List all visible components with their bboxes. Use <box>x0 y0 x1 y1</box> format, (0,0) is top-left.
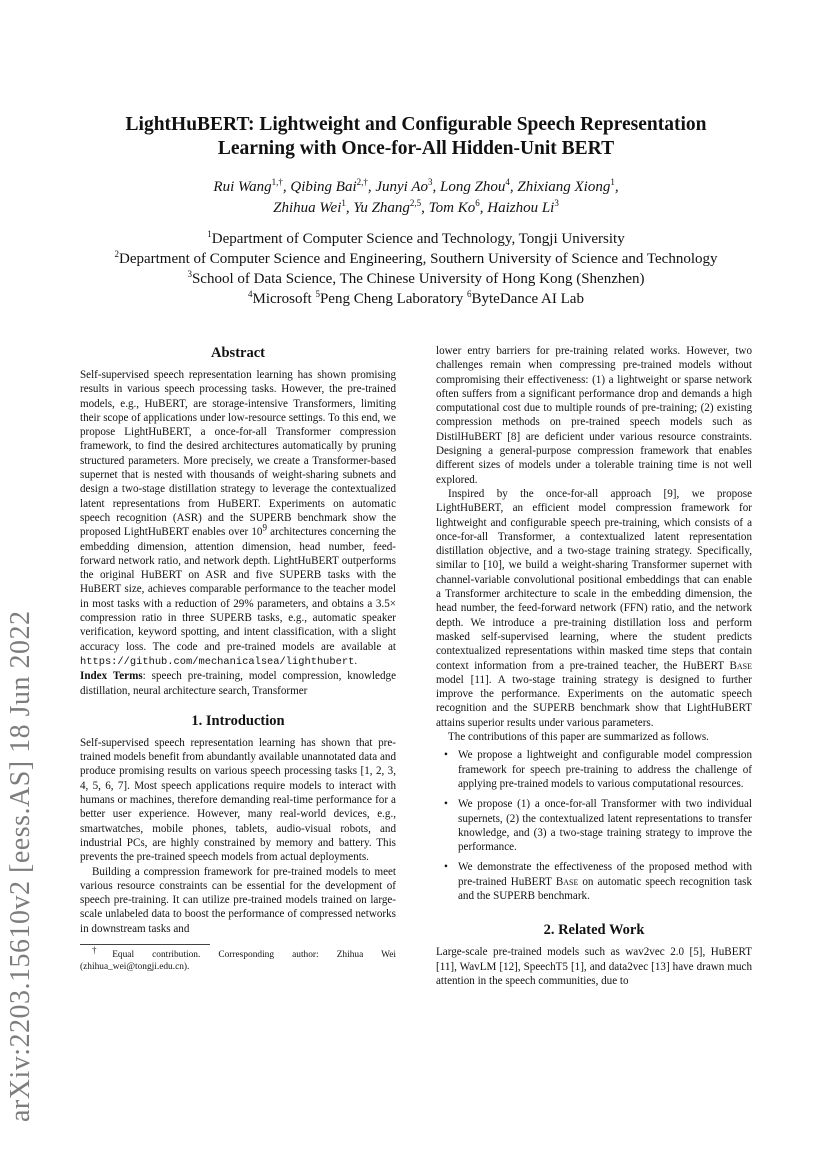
introduction-paragraph-1: Self-supervised speech representation learning has shown that pre-trained models benefit from abundantly available unannotated data and produce promising results on various speech processing tasks [1, 2, 3, 4, 5, 6, 7]. Most speech applications require models to interact with humans or machines, therefore demanding real-time performance for a better user experience. However, many real-world devices, e.g., smartwatches, mobile phones, tablets, audio-visual robots, and industrial PCs, are highly constrained by memory and battery. This prevents the pre-trained speech models from actual deployments. <box>80 736 396 864</box>
affiliation-list <box>60 229 772 309</box>
affiliation-line: $^4$Microsoft $^5$Peng Cheng Laboratory $^6$ByteDance AI Lab <box>248 289 584 307</box>
author-affiliation-mark: 1 <box>341 198 346 208</box>
right-column <box>436 344 752 988</box>
author-affiliation-mark: 3 <box>554 198 559 208</box>
arxiv-identifier <box>5 610 36 1122</box>
author-affiliation-mark: 1,† <box>271 177 283 187</box>
paper-title-line-1: LightHuBERT: Lightweight and Configurable Speech Representation <box>125 114 707 135</box>
introduction-paragraph-2: Building a compression framework for pre-trained models to meet various resource constraints can be essential for the development of speech pre-training. It can utilize pre-trained models trained on large-scale unlabeled data to boost the performance of compressed networks in downstream tasks and <box>80 865 396 935</box>
author-name: Zhixiang Xiong <box>517 179 611 195</box>
related-work-paragraph-1: Large-scale pre-trained models such as wav2vec 2.0 [5], HuBERT [11], WavLM [12], SpeechT5 [1], and data2vec [13] have drawn much attention in the speech communities, due to <box>436 946 752 987</box>
author-affiliation-mark: 1 <box>610 177 615 187</box>
author-name: Qibing Bai <box>290 179 357 195</box>
index-terms: Index Terms: speech pre-training, model compression, knowledge distillation, neural architecture search, Transformer <box>80 670 396 697</box>
contributions-intro: The contributions of this paper are summarized as follows. <box>448 731 709 744</box>
author-list <box>80 177 752 219</box>
author-affiliation-mark: 3 <box>427 177 433 187</box>
list-item: • We propose a lightweight and configurable model compression framework for speech pre-training to address the challenge of applying pre-trained models to various computational resources. <box>458 748 752 791</box>
left-column <box>80 344 396 973</box>
author-affiliation-mark: 2,5 <box>409 198 422 208</box>
affiliation-line: $^2$Department of Computer Science and Engineering, Southern University of Science and Technology <box>114 249 718 267</box>
author-name: Yu Zhang <box>353 200 410 216</box>
author-affiliation-mark: 2,† <box>356 177 368 187</box>
list-item: • We propose (1) a once-for-all Transformer with two individual supernets, (2) the contextualized latent representations to transfer knowledge, and (3) a two-stage training strategy to improve the performance. <box>458 797 752 854</box>
abstract-heading: Abstract <box>211 345 265 361</box>
contributions-list <box>436 748 752 903</box>
arxiv-identifier-text: arXiv:2203.15610v2 [eess.AS] 18 Jun 2022 <box>5 610 36 1122</box>
paper-title <box>80 113 752 161</box>
related-work-heading: 2. Related Work <box>543 922 645 939</box>
author-name: Rui Wang <box>213 179 272 195</box>
abstract-body: Self-supervised speech representation learning has shown promising results in various speech processing tasks. However, the pre-trained models, e.g., HuBERT, are storage-intensive Transformers, limiting their scope of applications under low-resource settings. To this end, we propose LightHuBERT, a once-for-all Transformer compression framework, to find the desired architectures automatically by pruning structured parameters. More precisely, we create a Transformer-based supernet that is nested with thousands of weight-sharing subnets and design a two-stage distillation strategy to leverage the contextualized latent representations from HuBERT. Experiments on automatic speech recognition (ASR) and the SUPERB benchmark show the proposed LightHuBERT enables over $10^9$ architectures concerning the embedding dimension, attention dimension, head number, feed-forward network ratio, and network depth. LightHuBERT outperforms the original HuBERT on ASR and five SUPERB tasks with the HuBERT size, achieves comparable performance to the teacher model in most tasks with a reduction of 29% parameters, and obtains a 3.5× compression ratio in three SUPERB tasks, e.g., automatic speaker verification, keyword spotting, and intent classification, with a slight accuracy loss. The code and pre-trained models are available at https://github.com/mechanicalsea/lighthubert. <box>80 369 396 668</box>
author-name: Haizhou Li <box>487 200 555 216</box>
author-affiliation-mark: 6 <box>475 198 480 208</box>
author-name: Long Zhou <box>439 179 506 195</box>
introduction-paragraph-3: Inspired by the once-for-all approach [9], we propose LightHuBERT, an efficient model compression framework for lightweight and configurable speech pre-training, which consists of a once-for-all Transformer, a contextualized latent representation distillation objective, and a two-stage training strategy. Specifically, similar to [10], we build a weight-sharing Transformer supernet with channel-variable convolutional positional embeddings that can enable a Transformer architecture to scale in the embedding dimension, the head number, the feed-forward network (FFN) ratio, and the network depth. We introduce a pre-training distillation loss and perform masked self-supervised learning, where the student predicts contextualized representations within masked time steps that contain context information from a pre-trained teacher, the HuBERT Base model [11]. A two-stage training strategy is designed to further improve the performance. Experiments on the automatic speech recognition and the SUPERB benchmark show that LightHuBERT attains superior results under various parameters. <box>436 487 752 729</box>
author-affiliation-mark: 4 <box>505 177 510 187</box>
author-name: Zhihua Wei <box>273 200 342 216</box>
author-name: Junyi Ao <box>375 179 428 195</box>
introduction-continued: lower entry barriers for pre-training related works. However, two challenges remain when compressing pre-trained models without compromising their effectiveness: (1) a lightweight or sparse network often suffers from a significant performance drop and demands a high computational cost due to multiple rounds of pre-training; (2) existing compression methods on pre-trained speech models such as DistilHuBERT [8] are deficient under various resource constraints. Designing a general-purpose compression framework that enables different sizes of models under a tolerable training time is not well explored. <box>436 345 752 486</box>
code-url-link[interactable]: https://github.com/mechanicalsea/lighthubert <box>80 655 355 668</box>
introduction-heading: 1. Introduction <box>191 712 285 729</box>
paper-title-line-2: Learning with Once-for-All Hidden-Unit BERT <box>217 138 615 159</box>
list-item: • We demonstrate the effectiveness of the proposed method with pre-trained HuBERT Base on automatic speech recognition task and the SUPERB benchmark. <box>458 860 752 903</box>
author-name: Tom Ko <box>428 200 476 216</box>
affiliation-line: $^1$Department of Computer Science and Technology, Tongji University <box>207 229 625 247</box>
author-line-2: Zhihua Wei$^1$, Yu Zhang$^{2,5}$, Tom Ko$^6$, Haizhou Li$^3$ <box>273 198 559 216</box>
footnote: †Equal contribution. Corresponding author: Zhihua Wei (zhihua_wei@tongji.edu.cn). <box>80 944 396 972</box>
affiliation-line: $^3$School of Data Science, The Chinese University of Hong Kong (Shenzhen) <box>187 269 645 287</box>
author-line-1: Rui Wang$^{1,\dagger}$, Qibing Bai$^{2,\dagger}$, Junyi Ao$^3$, Long Zhou$^4$, Zhixiang Xiong$^1$, <box>213 177 619 195</box>
